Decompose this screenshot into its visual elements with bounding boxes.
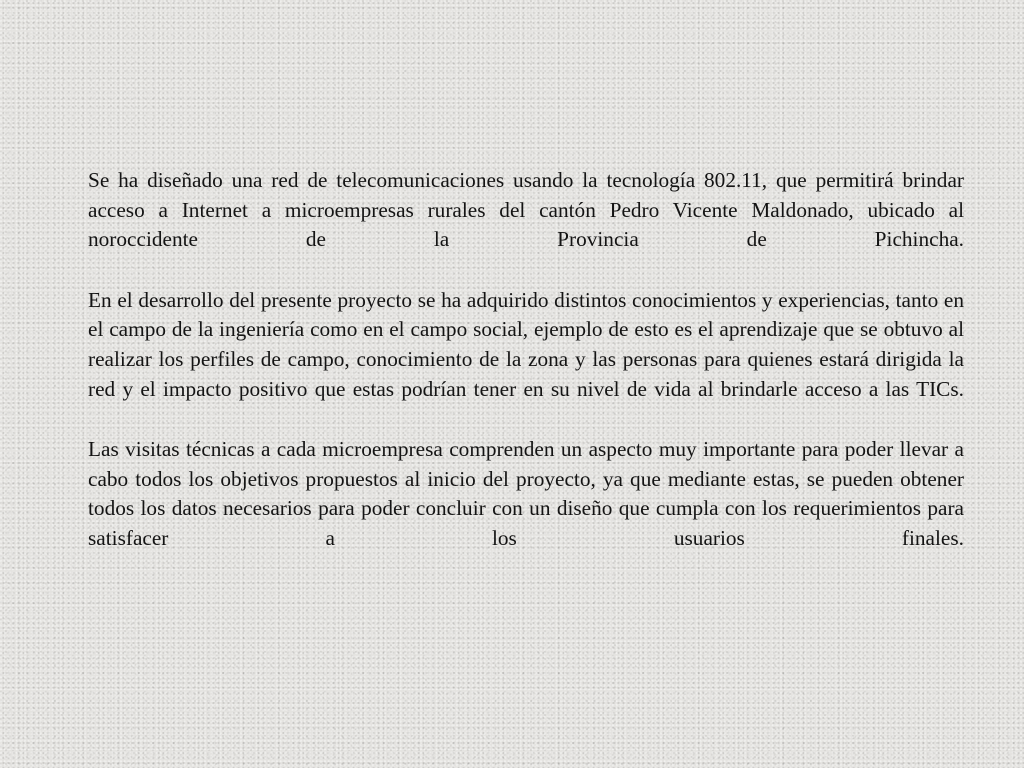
paragraph-network-design: Se ha diseñado una red de telecomunicaciones usando la tecnología 802.11, que permitirá brindar acceso a Internet a microempresas rurales del cantón Pedro Vicente Maldonado, ubicado al noroccidente de la Provincia de Pichincha. [88, 168, 964, 252]
paragraph-project-experience: En el desarrollo del presente proyecto se ha adquirido distintos conocimientos y experiencias, tanto en el campo de la ingeniería como en el campo social, ejemplo de esto es el aprendizaje que se obtuvo al realizar los perfiles de campo, conocimiento de la zona y las personas para quienes estará dirigida la red y el impacto positivo que estas podrían tener en su nivel de vida al brindarle acceso a las TICs. [88, 287, 964, 401]
slide-body-text [88, 166, 964, 554]
paragraph-technical-visits: Las visitas técnicas a cada microempresa comprenden un aspecto muy importante para poder llevar a cabo todos los objetivos propuestos al inicio del proyecto, ya que mediante estas, se pueden obtener todos los datos necesarios para poder concluir con un diseño que cumpla con los requerimientos para satisfacer a los usuarios finales. [88, 437, 964, 550]
